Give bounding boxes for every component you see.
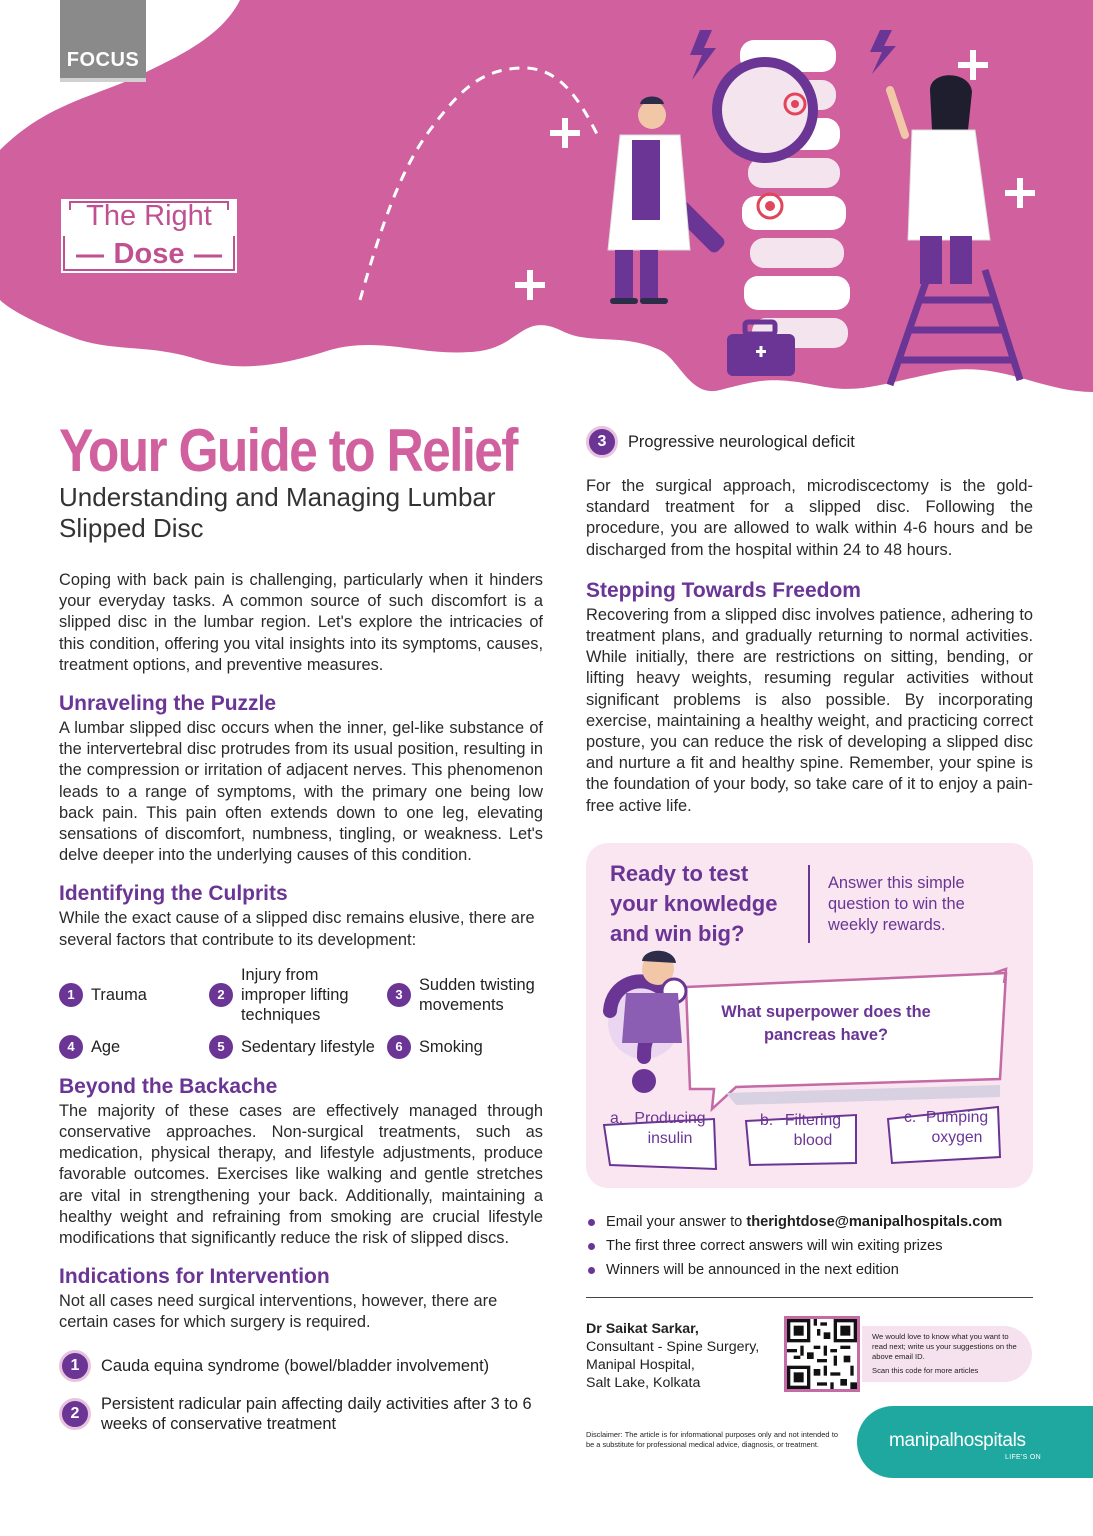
list-item: The first three correct answers will win exiting prizes — [586, 1234, 1033, 1258]
quiz-side-text: Answer this simple question to win the weekly rewards. — [828, 874, 965, 934]
quiz-rules — [586, 1210, 1033, 1282]
list-item: 5 Sedentary lifestyle — [209, 1035, 387, 1059]
disclaimer: Disclaimer: The article is for informational purposes only and not intended to be a substitute for professional medical advice, diagnosis, or treatment. — [586, 1430, 838, 1449]
brand-line1: The Right — [86, 200, 212, 232]
list-item: Email your answer to therightdose@manipalhospitals.com — [586, 1210, 1033, 1234]
intro-paragraph: Coping with back pain is challenging, particularly when it hinders your everyday tasks. A common source of such discomfort is a slipped disc in the lumbar region. Let's explore the intricacies of this condition, offering you vital insights into its symptoms, causes, treatment options, and preventive measures. — [59, 571, 543, 674]
option-a[interactable]: a. Producing insulin — [610, 1110, 706, 1147]
freedom-paragraph: Recovering from a slipped disc involves patience, adhering to treatment plans, and gradually returning to normal activities. While initially, there are restrictions on sitting, bending, or lifting heavy weights, resuming regular activities without significant problems is also possible. By incorporating exercise, maintaining a healthy weight, and practicing correct posture, you can reduce the risk of developing a slipped disc and nurture a fit and healthy spine. Remember, your spine is the foundation of your body, so take care of it to enjoy a pain-free active life. — [586, 605, 1033, 815]
brand-tagline: LIFE'S ON — [1005, 1454, 1041, 1461]
option-b[interactable]: b. Filtering blood — [760, 1112, 842, 1149]
intervention-paragraph: Not all cases need surgical interventions, however, there are certain cases for which surgery is required. — [59, 1292, 498, 1332]
heading-backache: Beyond the Backache — [59, 1074, 278, 1098]
quiz-card — [586, 843, 1033, 1188]
list-item: 1 Trauma — [59, 965, 209, 1025]
suggestion-note: We would love to know what you want to read next; write us your suggestions on the above email ID. Scan this code for more articles — [862, 1326, 1032, 1382]
brand-line2: Dose — [113, 238, 185, 270]
manipal-logo — [857, 1406, 1093, 1478]
heading-intervention: Indications for Intervention — [59, 1265, 330, 1289]
author-location: Salt Lake, Kolkata — [586, 1375, 701, 1391]
brand-name: manipalhospitals — [889, 1430, 1026, 1451]
article-subtitle: Understanding and Managing Lumbar Slipped Disc — [59, 482, 496, 543]
author-name: Dr Saikat Sarkar, — [586, 1321, 699, 1337]
list-item: 2 Persistent radicular pain affecting daily activities after 3 to 6 weeks of conservative treatment — [59, 1394, 543, 1434]
email-link[interactable]: therightdose@manipalhospitals.com — [746, 1214, 1003, 1230]
list-item: 3 Sudden twisting movements — [387, 965, 543, 1025]
hero-banner — [0, 0, 1093, 400]
author-block — [586, 1320, 759, 1392]
focus-tag: FOCUS — [60, 0, 146, 82]
option-c[interactable]: c. Pumping oxygen — [904, 1109, 989, 1146]
qr-code-icon[interactable] — [784, 1316, 860, 1392]
list-item: 2 Injury from improper lifting techniques — [209, 965, 387, 1025]
article-title: Your Guide to Relief — [59, 417, 517, 484]
list-item: 4 Age — [59, 1035, 209, 1059]
the-right-dose-logo — [60, 198, 238, 274]
right-column — [586, 426, 1033, 817]
backache-paragraph: The majority of these cases are effectively managed through conservative approaches. Non-surgical treatments, such as medication, physical therapy, and lifestyle adjustments, produce favorable outcomes. Exercises like walking and gentle stretches are vital in strengthening your back. Additionally, maintaining a healthy weight and refraining from smoking are crucial lifestyle modifications that significantly reduce the risk of slipped discs. — [59, 1101, 543, 1248]
heading-puzzle: Unraveling the Puzzle — [59, 692, 277, 716]
culprits-paragraph: While the exact cause of a slipped disc remains elusive, there are several factors that contribute to its development: — [59, 909, 535, 949]
list-item: 6 Smoking — [387, 1035, 543, 1059]
list-item: 1 Cauda equina syndrome (bowel/bladder involvement) — [59, 1350, 543, 1382]
author-role: Consultant - Spine Surgery, — [586, 1339, 760, 1355]
factor-list — [59, 965, 543, 1059]
list-item: Winners will be announced in the next edition — [586, 1258, 1033, 1282]
quiz-question: What superpower does the pancreas have? — [721, 1003, 931, 1044]
left-column — [59, 418, 543, 1434]
heading-culprits: Identifying the Culprits — [59, 882, 288, 906]
puzzle-paragraph: A lumbar slipped disc occurs when the inner, gel-like substance of the intervertebral disc protrudes from its usual position, resulting in the compression or irritation of adjacent nerves. This phenomenon leads to a range of symptoms, with the primary one being low back pain. This pain often extends down to one leg, elevating sensations of discomfort, numbness, tingling, or weakness. Let's delve deeper into the underlying causes of this condition. — [59, 719, 543, 865]
quiz-title: Ready to test your knowledge and win big? — [610, 861, 778, 946]
heading-freedom: Stepping Towards Freedom — [586, 578, 861, 602]
surgery-paragraph: For the surgical approach, microdiscectomy is the gold-standard treatment for a slipped disc. Following the procedure, you are allowed to walk within 4-6 hours and be discharged from the hospital within 24 to 48 hours. — [586, 477, 1033, 559]
list-item: 3 Progressive neurological deficit — [586, 426, 1033, 458]
divider — [586, 1297, 1033, 1298]
author-hospital: Manipal Hospital, — [586, 1357, 695, 1373]
